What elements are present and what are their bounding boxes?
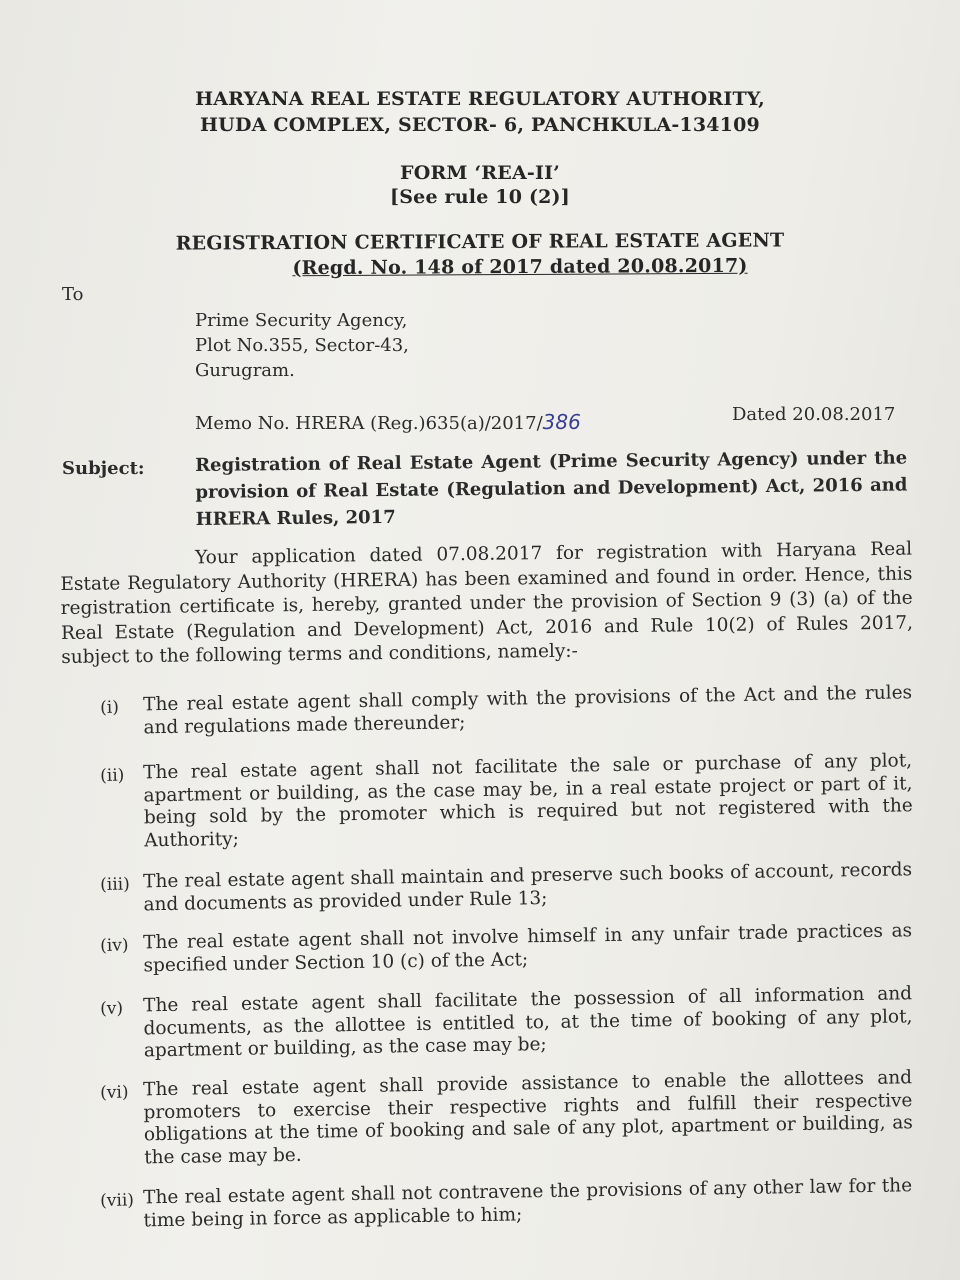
- subject-text: Registration of Real Estate Agent (Prime Security Agency) under the provision of Real Estate (Regulation and Development) Act, 2016 and HRERA Rules, 2017: [195, 447, 908, 530]
- memo-printed: Memo No. HRERA (Reg.)635(a)/2017/: [195, 413, 543, 434]
- addressee-name: Prime Security Agency,: [195, 310, 408, 331]
- condition-text: The real estate agent shall comply with the provisions of the Act and the rules and regulations made thereunder;: [142, 682, 913, 738]
- condition-item: [100, 750, 913, 853]
- certificate-title: REGISTRATION CERTIFICATE OF REAL ESTATE AGENT: [175, 229, 785, 255]
- registration-number: (Regd. No. 148 of 2017 dated 20.08.2017): [292, 254, 748, 280]
- condition-number: (vii): [100, 1190, 135, 1211]
- authority-address: HUDA COMPLEX, SECTOR- 6, PANCHKULA-134109: [200, 114, 760, 136]
- memo-handwritten-number: 386: [542, 410, 581, 434]
- condition-text: The real estate agent shall not contravene the provisions of any other law for the time being in force as applicable to him;: [142, 1175, 913, 1231]
- condition-item: [100, 682, 913, 740]
- condition-number: (vi): [100, 1082, 129, 1103]
- condition-number: (iii): [100, 874, 130, 895]
- intro-paragraph: Your application dated 07.08.2017 for registration with Haryana Real Estate Regulatory Authority (HRERA) has been examined and found in order. Hence, this registration certificate is, hereby, granted under the provision of Section 9 (3) (a) of the Real Estate (Regulation and Development) Act, 2016 and Rule 10(2) of Rules 2017, subject to the following terms and conditions, namely:-: [60, 538, 914, 668]
- subject-label: Subject:: [62, 458, 145, 479]
- condition-number: (ii): [100, 765, 125, 786]
- authority-name: HARYANA REAL ESTATE REGULATORY AUTHORITY,: [195, 88, 765, 110]
- form-title: FORM ‘REA-II’: [400, 162, 560, 184]
- condition-text: The real estate agent shall facilitate the possession of all information and documents, as the allottee is entitled to, at the time of booking of any plot, apartment or building, as the case may be;: [142, 983, 913, 1062]
- condition-item: [100, 859, 913, 917]
- condition-item: [100, 1067, 913, 1170]
- addressee-address: Plot No.355, Sector-43,: [195, 335, 409, 356]
- condition-item: [100, 1175, 913, 1233]
- condition-item: [100, 920, 913, 978]
- condition-item: [100, 983, 913, 1063]
- condition-number: (i): [100, 697, 120, 718]
- rule-reference: [See rule 10 (2)]: [390, 186, 570, 208]
- addressee-city: Gurugram.: [195, 360, 295, 381]
- condition-number: (iv): [100, 935, 129, 956]
- condition-text: The real estate agent shall not involve himself in any unfair trade practices as specified under Section 10 (c) of the Act;: [142, 920, 913, 976]
- memo-date: Dated 20.08.2017: [732, 404, 896, 425]
- condition-text: The real estate agent shall maintain and preserve such books of account, records and documents as provided under Rule 13;: [142, 859, 913, 915]
- condition-text: The real estate agent shall not facilitate the sale or purchase of any plot, apartment or building, as the case may be, in a real estate project or part of it, being sold by the promoter which is required but not registered with the Authority;: [142, 750, 913, 851]
- memo-number: [195, 410, 581, 434]
- condition-number: (v): [100, 998, 124, 1019]
- condition-text: The real estate agent shall provide assistance to enable the allottees and promoters to exercise their respective rights and fulfill their respective obligations at the time of booking and sale of any plot, apartment or building, as the case may be.: [142, 1067, 913, 1168]
- to-label: To: [62, 284, 84, 305]
